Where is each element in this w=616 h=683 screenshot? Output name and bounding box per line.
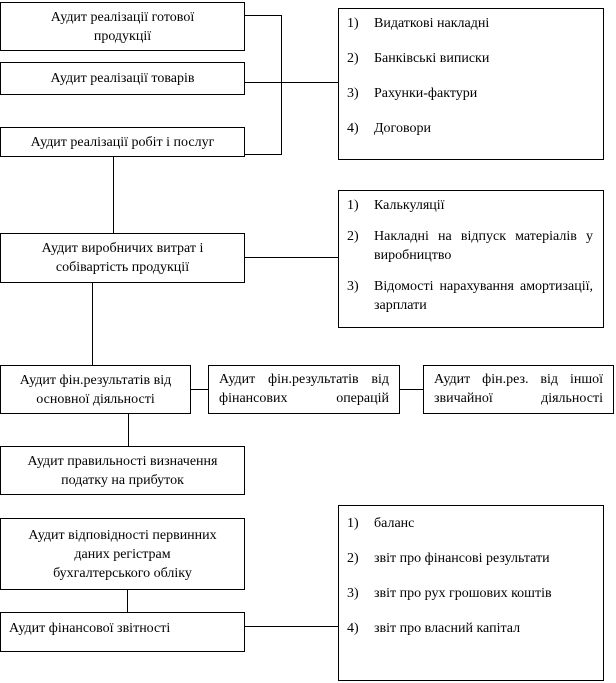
list-item-number: 2) bbox=[347, 551, 359, 566]
connector-line bbox=[92, 282, 93, 366]
list-item bbox=[339, 196, 593, 215]
box-primary-data bbox=[0, 518, 245, 590]
connector-line bbox=[127, 589, 128, 613]
box-fin-results-financial bbox=[208, 365, 400, 414]
connector-line bbox=[244, 15, 282, 16]
box-production-costs-label: Аудит виробничих витрат і собівартість продукції bbox=[41, 241, 204, 275]
list-item-number: 3) bbox=[347, 279, 359, 294]
connector-line bbox=[244, 626, 339, 627]
documents-costs-box bbox=[338, 190, 604, 328]
list-item-text: Калькуляції bbox=[374, 198, 445, 213]
list-item bbox=[339, 584, 603, 603]
box-fin-results-other-label: Аудит фін.рез. від іншої звичайної діяльності bbox=[434, 372, 603, 406]
box-works-services bbox=[0, 127, 245, 157]
list-item bbox=[339, 619, 603, 638]
list-item-number: 2) bbox=[347, 51, 359, 66]
documents-reports-list bbox=[339, 514, 603, 638]
connector-line bbox=[244, 257, 339, 258]
list-item-number: 4) bbox=[347, 121, 359, 136]
list-item-text: звіт про власний капітал bbox=[374, 621, 521, 636]
list-item bbox=[339, 277, 593, 315]
list-item-text: Накладні на відпуск матеріалів у виробництво bbox=[374, 229, 593, 263]
box-financial-statements-label: Аудит фінансової звітності bbox=[9, 621, 171, 636]
connector-line bbox=[244, 154, 282, 155]
list-item bbox=[339, 14, 603, 33]
box-goods bbox=[0, 62, 245, 95]
list-item-number: 3) bbox=[347, 86, 359, 101]
box-fin-results-main-label: Аудит фін.результатів від основної діяльності bbox=[19, 372, 172, 407]
connector-line bbox=[113, 155, 114, 233]
documents-sales-list bbox=[339, 14, 603, 138]
list-item bbox=[339, 549, 603, 568]
list-item-number: 1) bbox=[347, 516, 359, 531]
box-goods-label: Аудит реалізації товарів bbox=[50, 71, 195, 86]
list-item bbox=[339, 119, 603, 138]
box-production-costs bbox=[0, 233, 245, 283]
connector-line bbox=[244, 82, 339, 83]
box-finished-products-label: Аудит реалізації готової продукції bbox=[50, 9, 195, 44]
list-item bbox=[339, 84, 603, 103]
box-works-services-label: Аудит реалізації робіт і послуг bbox=[30, 134, 215, 150]
list-item-text: Банківські виписки bbox=[374, 51, 490, 66]
connector-line bbox=[128, 413, 129, 447]
connector-line bbox=[281, 15, 282, 155]
list-item-text: Рахунки-фактури bbox=[374, 86, 478, 101]
list-item bbox=[339, 514, 603, 533]
list-item-text: Відомості нарахування амортизації, зарплати bbox=[374, 279, 593, 313]
list-item bbox=[339, 49, 603, 68]
list-item-number: 1) bbox=[347, 16, 359, 31]
list-item-number: 4) bbox=[347, 621, 359, 636]
list-item-number: 3) bbox=[347, 586, 359, 601]
list-item-text: Договори bbox=[374, 121, 431, 136]
list-item-text: звіт про рух грошових коштів bbox=[374, 586, 552, 601]
box-fin-results-other bbox=[423, 365, 614, 414]
box-finished-products bbox=[0, 2, 245, 51]
box-financial-statements bbox=[0, 612, 245, 652]
documents-sales-box bbox=[338, 8, 604, 160]
box-fin-results-financial-label: Аудит фін.результатів від фінансових операцій bbox=[219, 372, 389, 406]
connector-line bbox=[399, 389, 424, 390]
list-item bbox=[339, 227, 593, 265]
box-fin-results-main bbox=[0, 365, 191, 414]
connector-line bbox=[190, 389, 209, 390]
documents-costs-list bbox=[339, 196, 593, 315]
list-item-text: звіт про фінансові результати bbox=[374, 551, 550, 566]
list-item-text: Видаткові накладні bbox=[374, 16, 490, 31]
documents-reports-box bbox=[338, 505, 604, 681]
list-item-number: 2) bbox=[347, 229, 359, 244]
list-item-text: баланс bbox=[374, 516, 415, 531]
box-tax-label: Аудит правильності визначення податку на прибуток bbox=[27, 453, 218, 488]
box-primary-data-label: Аудит відповідності первинних даних регістрам бухгалтерського обліку bbox=[28, 527, 217, 581]
list-item-number: 1) bbox=[347, 198, 359, 213]
box-tax bbox=[0, 446, 245, 495]
